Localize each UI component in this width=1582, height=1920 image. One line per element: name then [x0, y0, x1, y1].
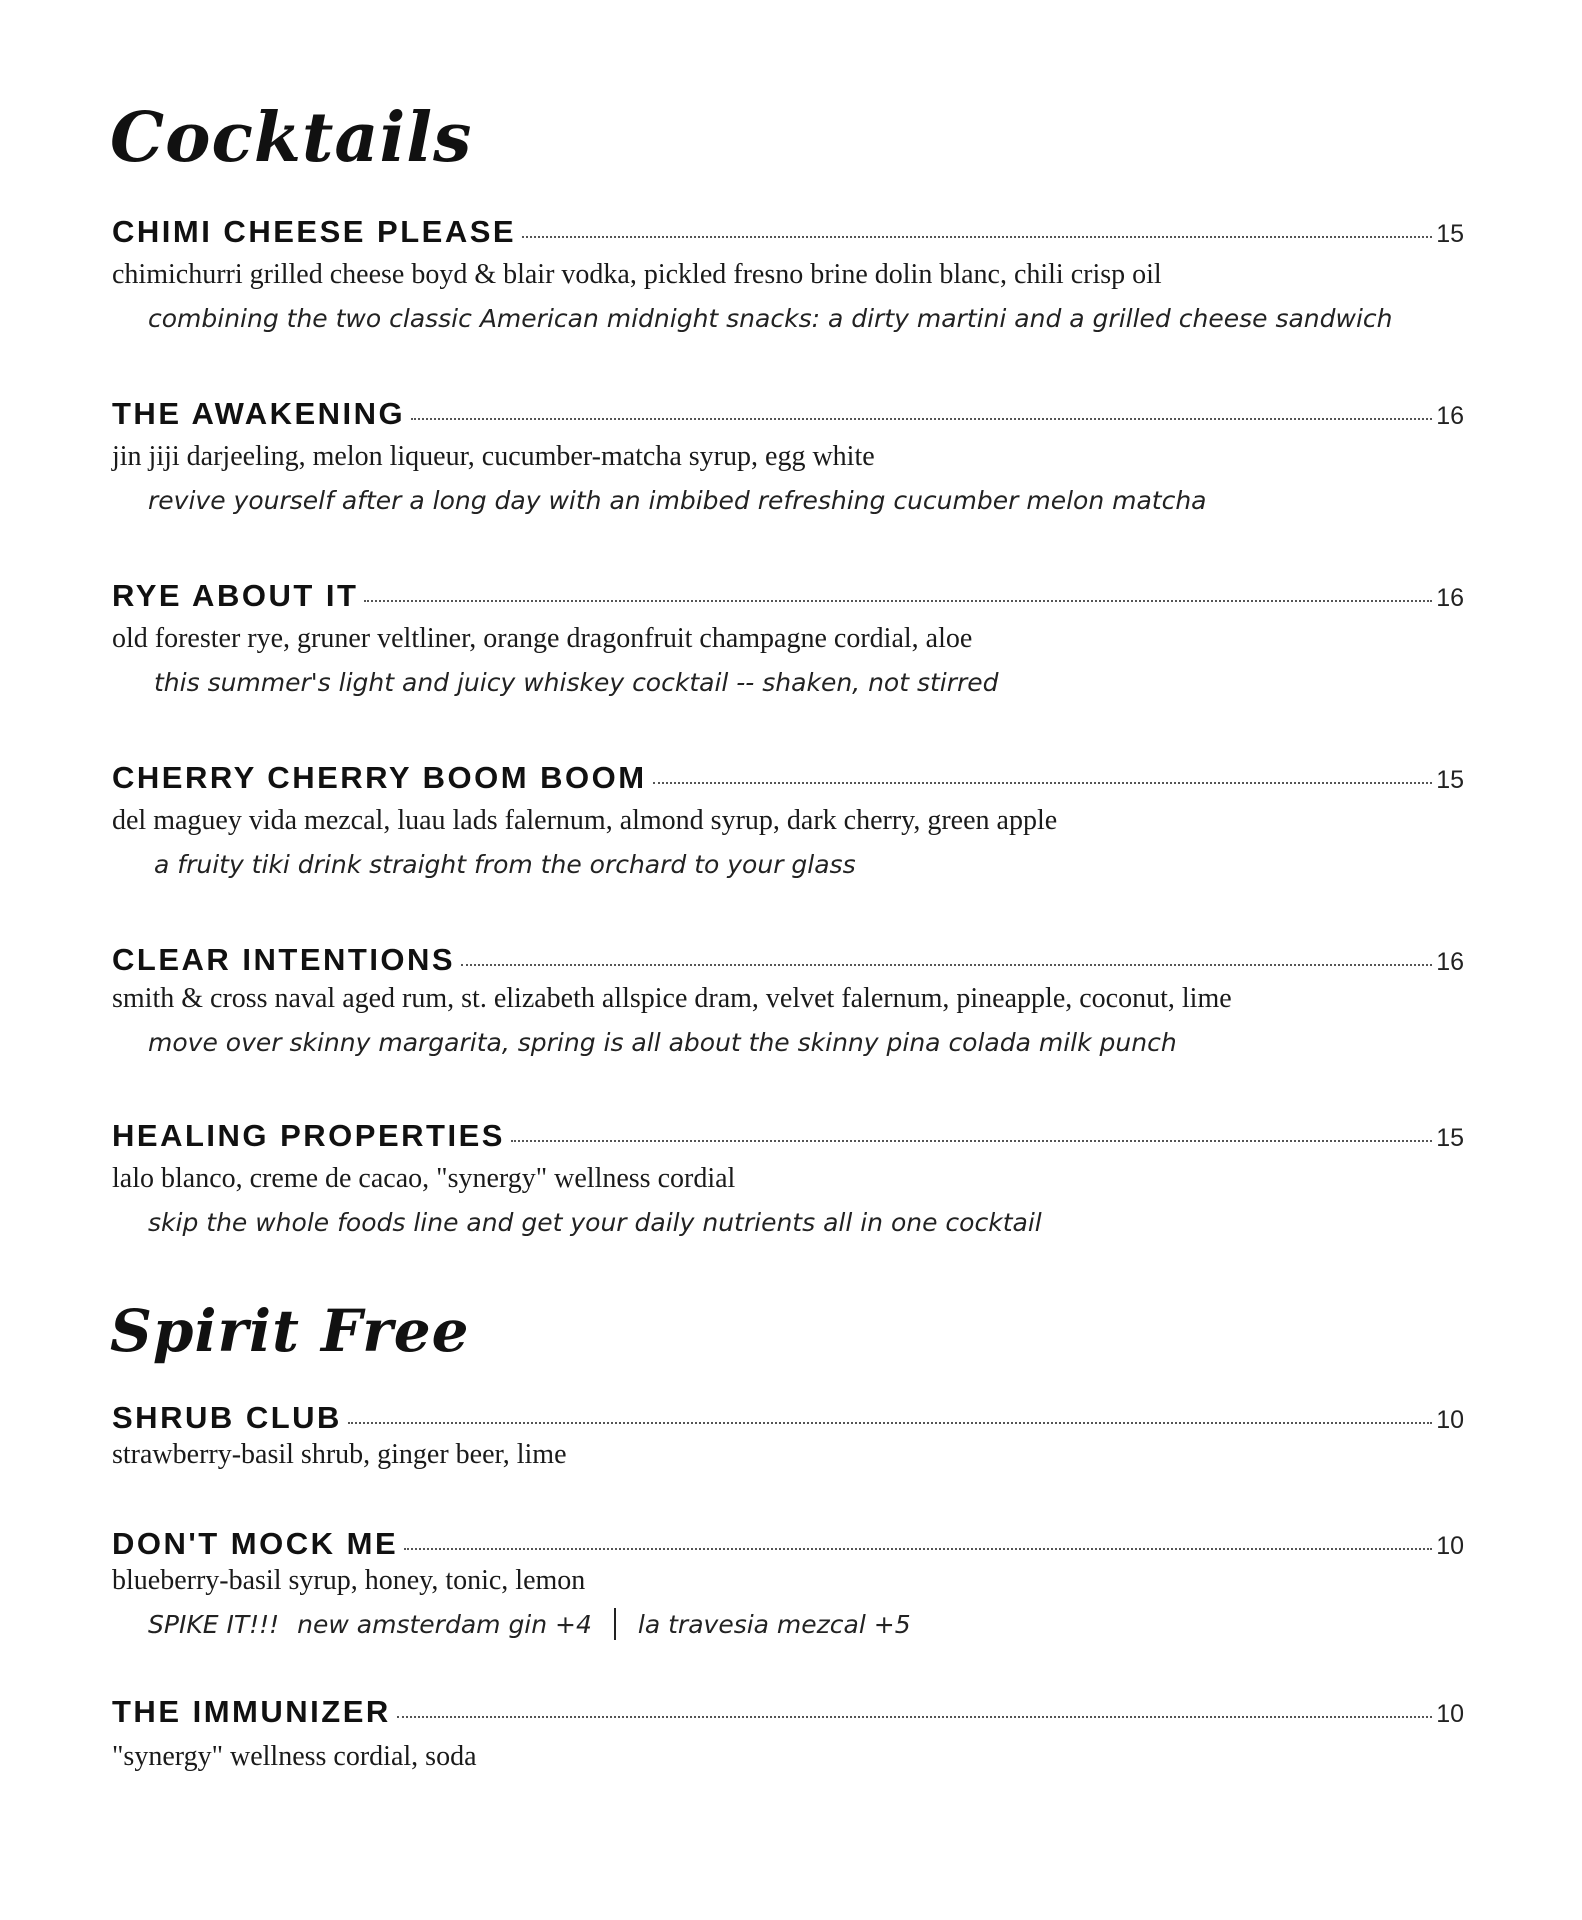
menu-item-the-awakening: [112, 396, 1464, 518]
dot-leader: [653, 782, 1433, 784]
menu-item-ingredients: jin jiji darjeeling, melon liqueur, cucumber-matcha syrup, egg white: [112, 441, 875, 472]
menu-item-name: CHIMI CHEESE PLEASE: [112, 214, 517, 249]
menu-item-header: [112, 1118, 1464, 1158]
dot-leader: [461, 964, 1432, 966]
dot-leader: [348, 1422, 1432, 1424]
menu-item-ingredients: smith & cross naval aged rum, st. elizabeth allspice dram, velvet falernum, pineapple, coconut, lime: [112, 983, 1232, 1014]
menu-item-header: [112, 1694, 1464, 1734]
menu-item-clear-intentions: [112, 942, 1464, 1060]
spike-it-label: SPIKE IT!!!: [148, 1610, 280, 1639]
menu-item-header: [112, 578, 1464, 618]
menu-item-ingredients: chimichurri grilled cheese boyd & blair vodka, pickled fresno brine dolin blanc, chili crisp oil: [112, 259, 1162, 290]
menu-item-header: [112, 760, 1464, 800]
menu-item-price: 10: [1436, 1406, 1464, 1434]
menu-item-price: 15: [1436, 766, 1464, 794]
menu-item-the-immunizer: [112, 1694, 1464, 1774]
menu-item-price: 15: [1436, 1124, 1464, 1152]
menu-item-name: SHRUB CLUB: [112, 1400, 342, 1435]
menu-item-header: [112, 396, 1464, 436]
menu-item-healing-properties: [112, 1118, 1464, 1240]
menu-item-ingredients: "synergy" wellness cordial, soda: [112, 1741, 477, 1772]
dot-leader: [397, 1716, 1432, 1718]
menu-item-price: 16: [1436, 402, 1464, 430]
menu-item-ingredients: old forester rye, gruner veltliner, orange dragonfruit champagne cordial, aloe: [112, 623, 973, 654]
menu-item-rye-about-it: [112, 578, 1464, 700]
menu-item-name: THE IMMUNIZER: [112, 1694, 391, 1729]
menu-item-ingredients: strawberry-basil shrub, ginger beer, lime: [112, 1439, 567, 1470]
dot-leader: [511, 1140, 1432, 1142]
menu-item-chimi-cheese-please: [112, 214, 1464, 336]
menu-item-ingredients: lalo blanco, creme de cacao, "synergy" wellness cordial: [112, 1163, 736, 1194]
menu-item-shrub-club: [112, 1400, 1464, 1472]
menu-item-ingredients: del maguey vida mezcal, luau lads falernum, almond syrup, dark cherry, green apple: [112, 805, 1058, 836]
menu-item-note: this summer's light and juicy whiskey cocktail -- shaken, not stirred: [154, 668, 999, 697]
menu-item-note: combining the two classic American midnight snacks: a dirty martini and a grilled cheese sandwich: [148, 304, 1393, 333]
dot-leader: [404, 1548, 1432, 1550]
menu-item-cherry-cherry-boom-boom: [112, 760, 1464, 882]
menu-item-dont-mock-me: [112, 1526, 1464, 1642]
menu-item-price: 15: [1436, 220, 1464, 248]
menu-item-note: move over skinny margarita, spring is all about the skinny pina colada milk punch: [148, 1028, 1177, 1057]
dot-leader: [522, 236, 1432, 238]
menu-item-name: RYE ABOUT IT: [112, 578, 359, 613]
menu-item-name: CLEAR INTENTIONS: [112, 942, 456, 977]
menu-item-price: 16: [1436, 948, 1464, 976]
menu-item-price: 10: [1436, 1532, 1464, 1560]
spirit-free-section-title: Spirit Free: [110, 1297, 470, 1365]
menu-item-name: CHERRY CHERRY BOOM BOOM: [112, 760, 647, 795]
menu-item-price: 16: [1436, 584, 1464, 612]
menu-item-note: skip the whole foods line and get your daily nutrients all in one cocktail: [148, 1208, 1042, 1237]
separator-bar: [614, 1608, 616, 1640]
menu-item-header: [112, 942, 1464, 982]
dot-leader: [364, 600, 1432, 602]
menu-item-header: [112, 1400, 1464, 1440]
menu-item-header: [112, 214, 1464, 254]
menu-item-ingredients: blueberry-basil syrup, honey, tonic, lemon: [112, 1565, 586, 1596]
menu-item-name: DON'T MOCK ME: [112, 1526, 399, 1561]
menu-item-note: a fruity tiki drink straight from the orchard to your glass: [154, 850, 856, 879]
spike-it-note: [112, 1608, 1464, 1642]
menu-item-header: [112, 1526, 1464, 1566]
menu-item-note: revive yourself after a long day with an imbibed refreshing cucumber melon matcha: [148, 486, 1207, 515]
spike-option-mezcal: la travesia mezcal +5: [637, 1610, 911, 1639]
cocktails-section-title: Cocktails: [110, 98, 473, 178]
menu-item-name: THE AWAKENING: [112, 396, 406, 431]
menu-item-name: HEALING PROPERTIES: [112, 1118, 505, 1153]
spike-option-gin: new amsterdam gin +4: [297, 1610, 592, 1639]
menu-item-price: 10: [1436, 1700, 1464, 1728]
dot-leader: [411, 418, 1432, 420]
